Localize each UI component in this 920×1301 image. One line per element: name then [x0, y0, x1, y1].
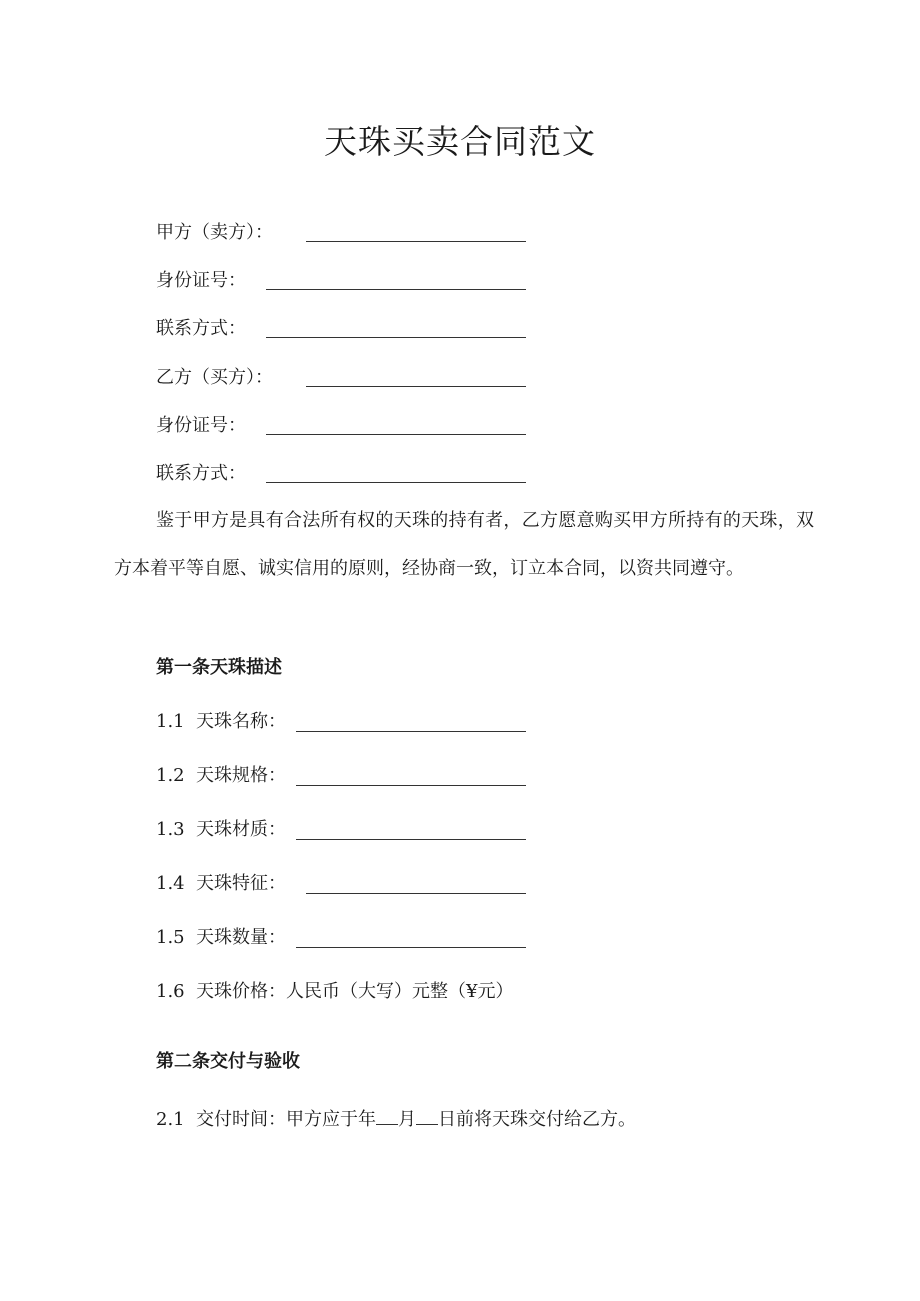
party-a-name-line	[156, 221, 273, 245]
item-suffix: 日前将天珠交付给乙方。	[438, 1109, 636, 1130]
item-1-5	[156, 926, 286, 950]
party-b-id-blank	[266, 434, 526, 435]
party-b-name-line	[156, 366, 273, 390]
item-label: 天珠数量：	[196, 927, 286, 948]
item-label: 天珠规格：	[196, 765, 286, 786]
party-a-id-label: 身份证号：	[156, 270, 246, 291]
item-number: 2.1	[156, 1109, 185, 1130]
section-1-heading: 第一条天珠描述	[156, 657, 282, 678]
item-number: 1.2	[156, 765, 185, 786]
item-number: 1.3	[156, 819, 185, 840]
preamble-paragraph: 鉴于甲方是具有合法所有权的天珠的持有者，乙方愿意购买甲方所持有的天珠，双方本着平等自愿、诚实信用的原则，经协商一致，订立本合同，以资共同遵守。	[114, 510, 814, 579]
item-label: 天珠材质：	[196, 819, 286, 840]
party-a-contact-blank	[266, 337, 526, 338]
item-prefix: 交付时间：甲方应于年	[196, 1109, 376, 1130]
party-a-id-blank	[266, 289, 526, 290]
item-number: 1.4	[156, 873, 185, 894]
item-1-2	[156, 764, 286, 788]
party-a-label: 甲方（卖方）：	[156, 222, 273, 243]
item-1-3-blank	[296, 839, 526, 840]
month-blank	[376, 1106, 398, 1125]
month-label: 月	[398, 1109, 416, 1130]
item-1-1	[156, 710, 286, 734]
party-b-id-line	[156, 414, 246, 438]
item-1-2-blank	[296, 785, 526, 786]
item-1-5-blank	[296, 947, 526, 948]
item-1-6	[156, 980, 513, 1004]
item-number: 1.5	[156, 927, 185, 948]
item-1-3	[156, 818, 286, 842]
item-label: 天珠价格：人民币（大写）元整（¥元）	[196, 981, 514, 1002]
day-blank	[416, 1106, 438, 1125]
item-1-4	[156, 872, 286, 896]
item-1-4-blank	[306, 893, 526, 894]
party-b-label: 乙方（买方）：	[156, 367, 273, 388]
item-number: 1.6	[156, 981, 185, 1002]
item-label: 天珠特征：	[196, 873, 286, 894]
item-number: 1.1	[156, 711, 185, 732]
party-b-contact-blank	[266, 482, 526, 483]
item-label: 天珠名称：	[196, 711, 286, 732]
party-a-contact-label: 联系方式：	[156, 318, 246, 339]
document-title: 天珠买卖合同范文	[324, 122, 596, 161]
section-2-heading: 第二条交付与验收	[156, 1051, 300, 1072]
item-1-1-blank	[296, 731, 526, 732]
item-2-1	[156, 1106, 636, 1132]
party-a-contact-line	[156, 317, 246, 341]
party-a-name-blank	[306, 241, 526, 242]
party-a-id-line	[156, 269, 246, 293]
party-b-name-blank	[306, 386, 526, 387]
party-b-id-label: 身份证号：	[156, 415, 246, 436]
party-b-contact-label: 联系方式：	[156, 463, 246, 484]
party-b-contact-line	[156, 462, 246, 486]
